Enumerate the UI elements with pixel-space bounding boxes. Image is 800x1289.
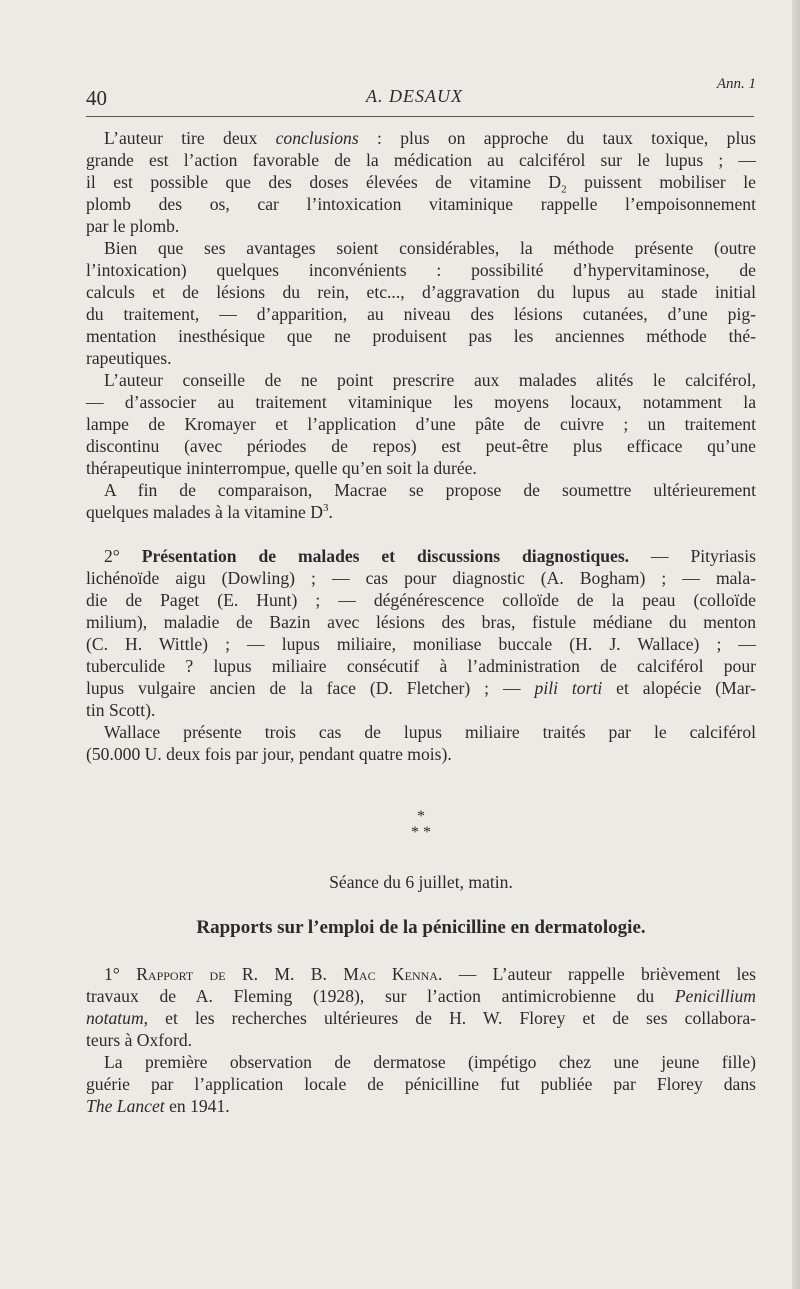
- text-line: teurs à Oxford.: [86, 1030, 193, 1050]
- text-line: discontinu (avec périodes de repos) est peut-être plus efficace qu’une: [86, 436, 756, 456]
- text-line: La première observation de dermatose (impétigo chez une jeune fille): [104, 1052, 756, 1072]
- text-line: milium), maladie de Bazin avec lésions des bras, fistule médiane du menton: [86, 612, 756, 632]
- paragraph-presentation: [86, 545, 756, 721]
- session-title: Séance du 6 juillet, matin.: [329, 872, 513, 892]
- text-line: lampe de Kromayer et l’application d’une pâte de cuivre ; un traitement: [86, 414, 756, 434]
- text-line: — d’associer au traitement vitaminique les moyens locaux, notamment la: [86, 392, 756, 412]
- text-line: grande est l’action favorable de la médication au calciférol sur le lupus ; —: [86, 150, 756, 170]
- spacer: [86, 893, 756, 915]
- text-line: L’auteur tire deux conclusions : plus on approche du taux toxique, plus: [104, 128, 756, 148]
- spacer: [86, 765, 756, 809]
- text-line: mentation inesthésique que ne produisent pas les anciennes méthode thé-: [86, 326, 756, 346]
- paragraph-observation: [86, 1051, 756, 1117]
- text-line: guérie par l’application locale de pénicilline fut publiée par Florey dans: [86, 1074, 756, 1094]
- spacer: [86, 941, 756, 963]
- paragraph-comparaison: [86, 479, 756, 523]
- paragraph-avantages: [86, 237, 756, 369]
- text-line: du traitement, — d’apparition, au niveau des lésions cutanées, d’une pig-: [86, 304, 756, 324]
- spacer: [86, 849, 756, 871]
- text-line: die de Paget (E. Hunt) ; — dégénérescence colloïde de la peau (colloïde: [86, 590, 756, 610]
- spacer: [86, 523, 756, 545]
- text-line: notatum, et les recherches ultérieures de H. W. Florey et de ses collabora-: [86, 1008, 756, 1028]
- text-line: par le plomb.: [86, 216, 180, 236]
- asterism-top: *: [417, 808, 425, 825]
- text-line: Wallace présente trois cas de lupus miliaire traités par le calciférol: [104, 722, 756, 742]
- text-run: — L’auteur rappelle brièvement les: [458, 964, 756, 984]
- page-number: 40: [86, 86, 107, 110]
- text-line: il est possible que des doses élevées de vitamine $D_2$ puissent mobiliser le: [86, 172, 756, 196]
- text-line: tuberculide ? lupus miliaire consécutif à l’administration de calciférol pour: [86, 656, 756, 676]
- page-edge-shadow: [792, 0, 800, 1289]
- text-line: [86, 545, 756, 567]
- text-line: thérapeutique ininterrompue, quelle qu’en soit la durée.: [86, 458, 477, 478]
- text-line: (50.000 U. deux fois par jour, pendant quatre mois).: [86, 744, 452, 764]
- margin-annotation: Ann. 1: [716, 76, 756, 92]
- report-lead: 1° Rapport de R. M. B. Mac Kenna.: [104, 964, 443, 984]
- text-line: (C. H. Wittle) ; — lupus miliaire, moniliase buccale (H. J. Wallace) ; —: [86, 634, 756, 654]
- text-line: rapeutiques.: [86, 348, 172, 368]
- section-title: Présentation de malades et discussions diagnostiques.: [141, 546, 630, 566]
- header-rule: [86, 116, 754, 117]
- text-line: Bien que ses avantages soient considérables, la méthode présente (outre: [104, 238, 756, 258]
- text-line: travaux de A. Fleming (1928), sur l’action antimicrobienne du Penicillium: [86, 986, 756, 1006]
- section-number: 2°: [104, 546, 120, 566]
- text-line: lichénoïde aigu (Dowling) ; — cas pour diagnostic (A. Bogham) ; — mala-: [86, 568, 756, 588]
- asterism-separator: [86, 809, 756, 849]
- asterism-bottom: * *: [411, 824, 431, 841]
- text-line: lupus vulgaire ancien de la face (D. Fletcher) ; — pili torti et alopécie (Mar-: [86, 678, 756, 698]
- text-line: L’auteur conseille de ne point prescrire aux malades alités le calciférol,: [104, 370, 756, 390]
- text-line: quelques malades à la vitamine $D^3$.: [86, 502, 333, 522]
- paragraph-conseils: [86, 369, 756, 479]
- text-run: — Pityriasis: [651, 546, 756, 566]
- text-line: plomb des os, car l’intoxication vitaminique rappelle l’empoisonnement: [86, 194, 756, 214]
- text-line: tin Scott).: [86, 700, 156, 720]
- paragraph-conclusions: [86, 127, 756, 237]
- article-body: [86, 127, 756, 1117]
- running-author: A. DESAUX: [366, 86, 463, 106]
- text-line: A fin de comparaison, Macrae se propose de soumettre ultérieurement: [104, 480, 756, 500]
- text-line: l’intoxication) quelques inconvénients : possibilité d’hypervitaminose, de: [86, 260, 756, 280]
- paragraph-wallace: [86, 721, 756, 765]
- paragraph-rapport: [86, 963, 756, 1051]
- text-line: [86, 963, 756, 985]
- text-line: calculs et de lésions du rein, etc..., d’aggravation du lupus au stade initial: [86, 282, 756, 302]
- running-header: [86, 76, 756, 116]
- text-line: The Lancet en 1941.: [86, 1096, 230, 1116]
- section-heading: Rapports sur l’emploi de la pénicilline en dermatologie.: [196, 917, 646, 938]
